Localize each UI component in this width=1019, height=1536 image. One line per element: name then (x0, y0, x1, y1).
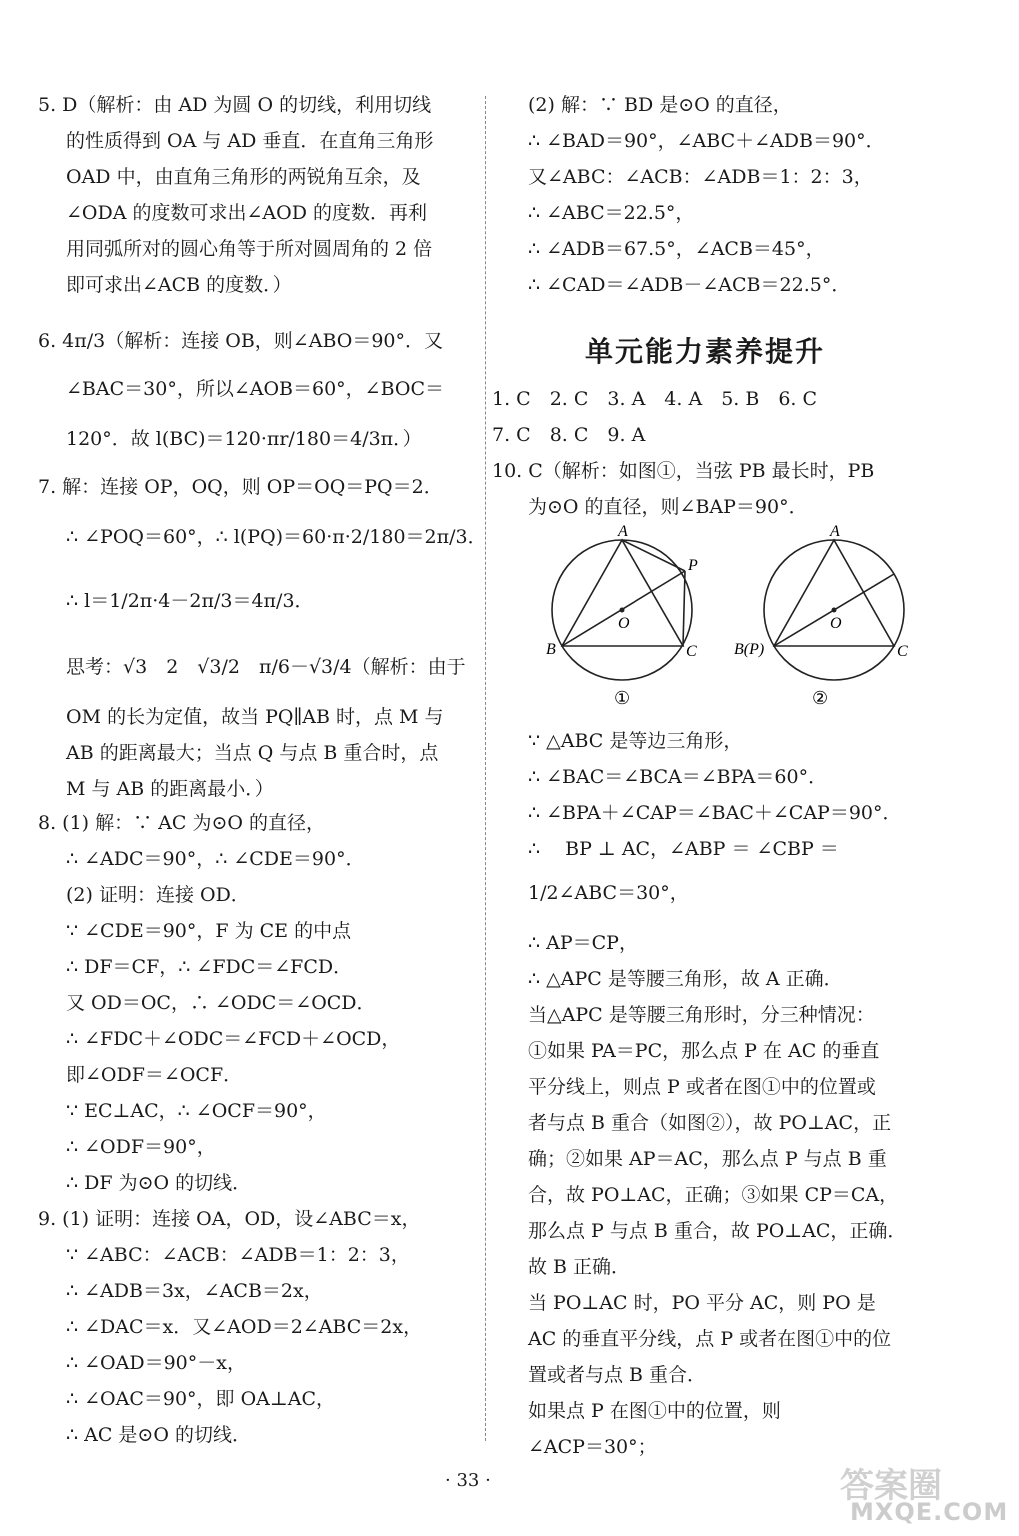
right_top-line: ∴ ∠BAD＝90°，∠ABC＋∠ADB＝90°． (528, 130, 885, 152)
fig1-label-p: P (688, 557, 698, 574)
right_bottom-line: ∴ BP ⊥ AC，∠ABP ＝ ∠CBP ＝ (528, 838, 839, 860)
column-divider (485, 96, 486, 1441)
watermark-url: MXQE.COM (850, 1498, 1009, 1526)
right_bottom-line: 1/2∠ABC＝30°， (528, 882, 689, 904)
right_top-line: (2) 解：∵ BD 是⊙O 的直径， (528, 94, 792, 116)
left-line: 即∠ODF＝∠OCF． (66, 1064, 243, 1086)
right_bottom-line: 合，故 PO⊥AC，正确；③如果 CP＝CA， (528, 1184, 899, 1206)
right_bottom-line: ∴ ∠BPA＋∠CAP＝∠BAC＋∠CAP＝90°． (528, 802, 902, 824)
right_bottom-line: ∠ACP＝30°； (528, 1436, 657, 1458)
right_bottom-line: 如果点 P 在图①中的位置，则 (528, 1400, 781, 1422)
left-line: ∴ ∠ADC＝90°，∴ ∠CDE＝90°． (66, 848, 365, 870)
watermark-logo: 答案圈 (840, 1466, 942, 1506)
right_bottom-line: ①如果 PA＝PC，那么点 P 在 AC 的垂直 (528, 1040, 880, 1062)
left-line: AB 的距离最大；当点 Q 与点 B 重合时，点 (66, 742, 439, 764)
right_bottom-line: 7. C 8. C 9. A (492, 424, 646, 446)
figure-1 (540, 518, 720, 718)
fig1-caption: ① (614, 688, 631, 708)
right_bottom-line: 置或者与点 B 重合． (528, 1364, 707, 1386)
left-line: ∠ODA 的度数可求出∠AOD 的度数．再利 (66, 202, 427, 224)
left-line: ∴ ∠ADB＝3x，∠ACB＝2x， (66, 1280, 323, 1302)
left-line: 6. 4π/3（解析：连接 OB，则∠ABO＝90°．又 (38, 330, 444, 352)
left-line: ∵ EC⊥AC，∴ ∠OCF＝90°， (66, 1100, 327, 1122)
right_bottom-line: 者与点 B 重合（如图②），故 PO⊥AC，正 (528, 1112, 892, 1134)
right_bottom-line: 故 B 正确． (528, 1256, 631, 1278)
left-line: OM 的长为定值，故当 PQ∥AB 时，点 M 与 (66, 706, 444, 728)
left-line: 9. (1) 证明：连接 OA，OD，设∠ABC＝x， (38, 1208, 421, 1230)
page-number: · 33 · (445, 1470, 491, 1491)
fig1-label-c: C (686, 643, 697, 660)
left-line: OAD 中，由直角三角形的两锐角互余，及 (66, 166, 421, 188)
fig1-chord-pc (683, 571, 685, 646)
fig1-label-b: B (546, 641, 556, 658)
left-line: ∴ DF 为⊙O 的切线． (66, 1172, 252, 1194)
left-line: ∴ DF＝CF，∴ ∠FDC＝∠FCD． (66, 956, 353, 978)
left-line: ∴ ∠POQ＝60°，∴ l(PQ)＝60·π·2/180＝2π/3． (66, 526, 487, 548)
right_bottom-line: ∵ △ABC 是等边三角形， (528, 730, 743, 752)
fig1-center-dot (620, 608, 625, 613)
left-line: ∴ ∠ODF＝90°， (66, 1136, 216, 1158)
left-line: 7. 解：连接 OP，OQ，则 OP＝OQ＝PQ＝2． (38, 476, 443, 498)
left-line: 即可求出∠ACB 的度数．） (66, 274, 292, 296)
right_bottom-line: 当△APC 是等腰三角形时，分三种情况： (528, 1004, 875, 1026)
left-line: ∴ AC 是⊙O 的切线． (66, 1424, 251, 1446)
section-title: 单元能力素养提升 (585, 335, 826, 368)
left-line: ∴ ∠OAC＝90°，即 OA⊥AC， (66, 1388, 336, 1410)
fig2-label-a: A (830, 523, 840, 540)
left-line: M 与 AB 的距离最小．） (66, 778, 274, 800)
fig1-label-o: O (618, 615, 630, 632)
left-line: 的性质得到 OA 与 AD 垂直．在直角三角形 (66, 130, 434, 152)
left-line: 120°．故 l(BC)＝120·πr/180＝4/3π．） (66, 428, 422, 450)
left-line: ∴ ∠FDC＋∠ODC＝∠FCD＋∠OCD， (66, 1028, 401, 1050)
left-line: 用同弧所对的圆心角等于所对圆周角的 2 倍 (66, 238, 433, 260)
right_bottom-line: ∴ ∠BAC＝∠BCA＝∠BPA＝60°． (528, 766, 828, 788)
fig2-center-dot (832, 608, 837, 613)
right_bottom-line: 当 PO⊥AC 时，PO 平分 AC，则 PO 是 (528, 1292, 876, 1314)
left-line: ∴ l＝1/2π·4－2π/3＝4π/3． (66, 590, 314, 612)
left-line: ∴ ∠DAC＝x．又∠AOD＝2∠ABC＝2x， (66, 1316, 423, 1338)
left-line: ∴ ∠OAD＝90°－x， (66, 1352, 246, 1374)
left-line: 8. (1) 解：∵ AC 为⊙O 的直径， (38, 812, 325, 834)
figure-2 (734, 518, 934, 718)
fig2-label-c: C (897, 643, 908, 660)
fig2-label-o: O (830, 615, 842, 632)
right_bottom-line: 10. C（解析：如图①，当弦 PB 最长时，PB (492, 460, 875, 482)
left-line: (2) 证明：连接 OD． (66, 884, 250, 906)
left-line: 思考：√3 2 √3/2 π/6－√3/4（解析：由于 (66, 656, 466, 678)
fig1-label-a: A (618, 523, 628, 540)
right_top-line: ∴ ∠CAD＝∠ADB－∠ACB＝22.5°． (528, 274, 851, 296)
right_top-line: ∴ ∠ADB＝67.5°，∠ACB＝45°， (528, 238, 825, 260)
right_bottom-line: 确；②如果 AP＝AC，那么点 P 与点 B 重 (528, 1148, 887, 1170)
right_top-line: 又∠ABC：∠ACB：∠ADB＝1：2：3， (528, 166, 873, 188)
left-line: ∵ ∠ABC：∠ACB：∠ADB＝1：2：3， (66, 1244, 410, 1266)
right_bottom-line: ∴ AP＝CP， (528, 932, 638, 954)
right_top-line: ∴ ∠ABC＝22.5°， (528, 202, 695, 224)
left-line: 又 OD＝OC，∴ ∠ODC＝∠OCD． (66, 992, 376, 1014)
right_bottom-line: 1. C 2. C 3. A 4. A 5. B 6. C (492, 388, 818, 410)
fig2-label-bp: B(P) (734, 641, 765, 658)
left-line: 5. D（解析：由 AD 为圆 O 的切线，利用切线 (38, 94, 432, 116)
right_bottom-line: ∴ △APC 是等腰三角形，故 A 正确． (528, 968, 843, 990)
right_bottom-line: 那么点 P 与点 B 重合，故 PO⊥AC，正确． (528, 1220, 907, 1242)
fig2-caption: ② (812, 688, 829, 708)
right_bottom-line: 平分线上，则点 P 或者在图①中的位置或 (528, 1076, 876, 1098)
left-line: ∵ ∠CDE＝90°，F 为 CE 的中点 (66, 920, 352, 942)
left-line: ∠BAC＝30°，所以∠AOB＝60°，∠BOC＝ (66, 378, 445, 400)
right_bottom-line: AC 的垂直平分线，点 P 或者在图①中的位 (528, 1328, 892, 1350)
right_bottom-line: 为⊙O 的直径，则∠BAP＝90°． (528, 496, 808, 518)
